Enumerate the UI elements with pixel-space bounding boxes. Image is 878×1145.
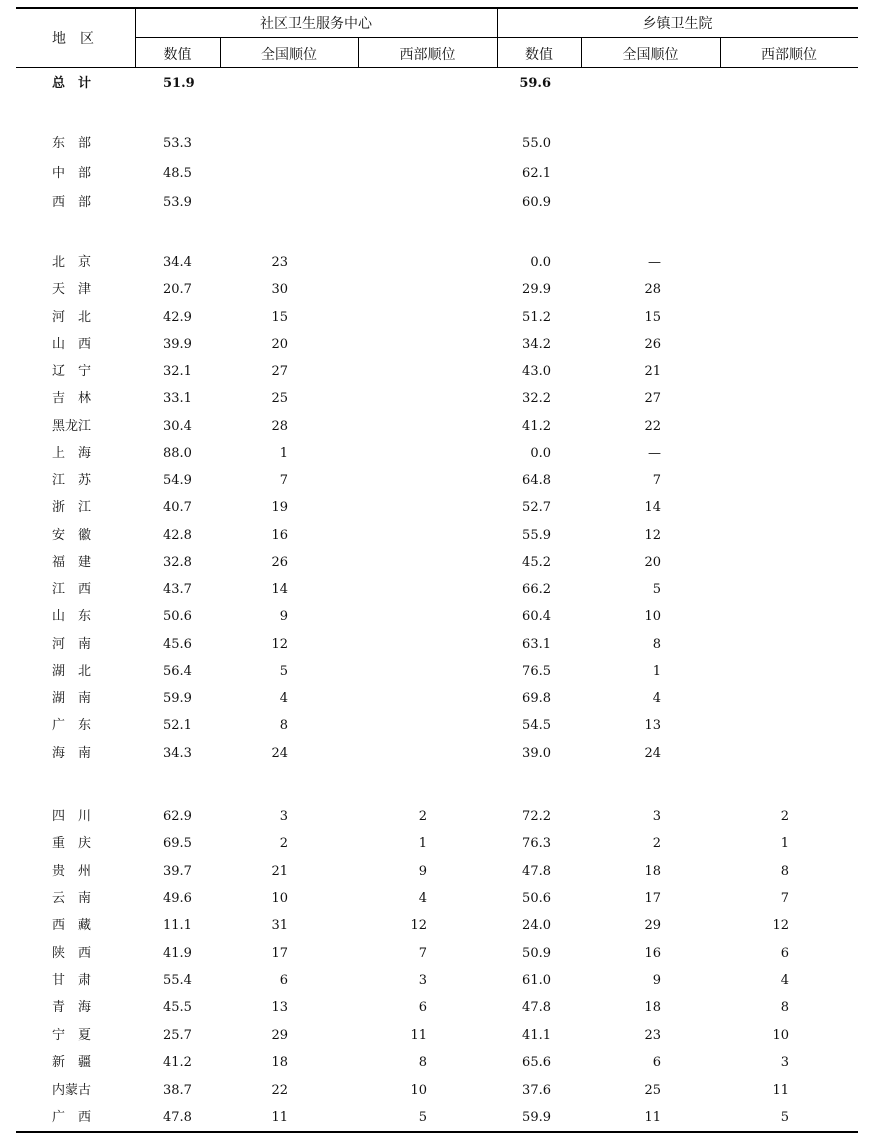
township-value-cell: 72.2 [522,809,551,824]
community-national-rank-cell: 11 [271,1109,288,1125]
community-western-rank-cell: 3 [418,973,427,989]
township-value-cell: 37.6 [522,1082,551,1098]
region-cell: 北 京 [52,255,92,270]
township-value-cell: 24.0 [522,918,551,934]
community-western-rank-cell: 9 [418,863,427,879]
township-value-cell: 39.0 [522,745,551,761]
township-value-cell: 76.5 [522,663,551,679]
community-value-cell: 30.4 [163,418,192,434]
community-national-rank-cell: 20 [271,336,288,352]
township-value-cell: 32.2 [522,391,551,407]
township-value-cell: 54.5 [522,718,551,734]
region-cell: 山 西 [52,336,92,352]
community-value-cell: 42.9 [163,309,192,325]
township-national-rank-cell: 4 [652,691,661,706]
township-national-rank-cell: 18 [644,1000,661,1016]
region-cell: 海 南 [52,745,92,761]
township-value-cell: 66.2 [522,582,551,597]
community-value-cell: 52.1 [163,718,192,734]
community-western-rank-cell: 8 [418,1055,427,1071]
township-national-rank-cell: 22 [644,418,661,434]
header-group-community: 社区卫生服务中心 [260,16,372,32]
township-western-rank-cell: 6 [780,945,789,961]
community-national-rank-cell: 1 [279,445,288,461]
region-cell: 吉 林 [52,391,92,407]
community-national-rank-cell: 15 [271,309,288,325]
community-western-rank-cell: 2 [418,809,427,824]
community-value-cell: 56.4 [163,663,192,679]
township-national-rank-cell: 7 [652,473,661,488]
community-national-rank-cell: 14 [271,582,288,597]
township-value-cell: 51.2 [522,309,551,325]
township-national-rank-cell: 10 [644,609,661,625]
community-western-rank-cell: 7 [418,945,427,961]
community-national-rank-cell: 27 [271,364,288,379]
township-western-rank-cell: 10 [772,1027,789,1043]
township-value-cell: 61.0 [522,973,551,989]
community-value-cell: 53.9 [163,195,192,211]
community-national-rank-cell: 16 [271,527,288,543]
community-western-rank-cell: 4 [418,891,427,907]
region-cell: 中 部 [52,165,92,181]
community-national-rank-cell: 26 [271,554,288,570]
township-national-rank-cell: 27 [644,391,661,407]
community-value-cell: 32.1 [163,364,192,379]
township-national-rank-cell: 1 [652,663,661,679]
region-cell: 西 藏 [52,918,92,934]
region-cell: 山 东 [52,609,92,625]
community-national-rank-cell: 6 [279,973,288,989]
township-value-cell: 60.4 [522,609,551,625]
region-cell: 黑龙江 [52,418,92,434]
community-value-cell: 40.7 [163,500,192,516]
community-national-rank-cell: 22 [271,1082,288,1098]
township-national-rank-cell: 29 [644,918,661,934]
community-western-rank-cell: 11 [410,1027,427,1043]
region-cell: 广 西 [52,1109,92,1125]
community-value-cell: 54.9 [163,473,192,488]
community-western-rank-cell: 6 [418,1000,427,1016]
region-cell: 新 疆 [52,1055,92,1071]
region-cell: 总 计 [52,76,92,91]
township-value-cell: 50.6 [522,891,551,907]
region-cell: 西 部 [52,195,92,211]
community-value-cell: 43.7 [163,582,192,597]
township-national-rank-cell: 6 [652,1055,661,1071]
township-national-rank-cell: 14 [644,500,661,516]
region-cell: 东 部 [52,136,92,151]
community-western-rank-cell: 5 [418,1109,427,1125]
community-value-cell: 45.6 [163,636,192,652]
township-national-rank-cell: 8 [652,636,661,652]
township-national-rank-cell: 26 [644,336,661,352]
township-western-rank-cell: 11 [772,1082,789,1098]
community-national-rank-cell: 3 [279,809,288,824]
community-national-rank-cell: 4 [279,691,288,706]
community-value-cell: 59.9 [163,691,192,706]
community-national-rank-cell: 2 [279,836,288,852]
township-value-cell: 0.0 [530,445,551,461]
region-cell: 宁 夏 [52,1027,92,1043]
community-national-rank-cell: 9 [279,609,288,625]
township-value-cell: 76.3 [522,836,551,852]
header-bottom-rule [16,67,858,68]
township-value-cell: 43.0 [522,364,551,379]
community-national-rank-cell: 13 [271,1000,288,1016]
township-national-rank-cell: — [648,255,661,270]
community-value-cell: 25.7 [163,1027,192,1043]
header-township-western-rank: 西部顺位 [761,47,817,63]
community-value-cell: 69.5 [163,836,192,852]
community-value-cell: 42.8 [163,527,192,543]
township-value-cell: 69.8 [522,691,551,706]
township-western-rank-cell: 7 [780,891,789,907]
township-value-cell: 47.8 [522,863,551,879]
township-value-cell: 59.6 [519,76,551,91]
header-community-national-rank: 全国顺位 [261,47,317,63]
community-national-rank-cell: 24 [271,745,288,761]
community-national-rank-cell: 21 [271,863,288,879]
community-value-cell: 50.6 [163,609,192,625]
township-western-rank-cell: 2 [780,809,789,824]
township-national-rank-cell: 2 [652,836,661,852]
township-value-cell: 63.1 [522,636,551,652]
region-cell: 广 东 [52,718,92,734]
region-cell: 青 海 [52,1000,92,1016]
township-national-rank-cell: 18 [644,863,661,879]
township-value-cell: 60.9 [522,195,551,211]
community-national-rank-cell: 17 [271,945,288,961]
community-national-rank-cell: 25 [271,391,288,407]
township-national-rank-cell: 21 [644,364,661,379]
community-national-rank-cell: 28 [271,418,288,434]
township-national-rank-cell: 9 [652,973,661,989]
township-western-rank-cell: 3 [780,1055,789,1071]
region-cell: 河 北 [52,309,92,325]
community-national-rank-cell: 23 [271,255,288,270]
township-value-cell: 41.1 [522,1027,551,1043]
region-cell: 甘 肃 [52,973,92,989]
header-township-value: 数值 [525,47,553,63]
community-national-rank-cell: 29 [271,1027,288,1043]
region-cell: 云 南 [52,891,92,907]
region-cell: 江 苏 [52,473,92,488]
community-value-cell: 41.9 [163,945,192,961]
community-value-cell: 53.3 [163,136,192,151]
township-value-cell: 29.9 [522,282,551,298]
township-national-rank-cell: 5 [652,582,661,597]
township-national-rank-cell: 24 [644,745,661,761]
township-value-cell: 62.1 [522,165,551,181]
township-western-rank-cell: 8 [780,863,789,879]
community-western-rank-cell: 10 [410,1082,427,1098]
region-cell: 河 南 [52,636,92,652]
top-rule [16,7,858,9]
community-value-cell: 49.6 [163,891,192,907]
region-cell: 江 西 [52,582,92,597]
community-value-cell: 39.7 [163,863,192,879]
township-national-rank-cell: 12 [644,527,661,543]
community-national-rank-cell: 30 [271,282,288,298]
header-township-national-rank: 全国顺位 [622,47,679,63]
community-value-cell: 51.9 [163,76,195,91]
township-western-rank-cell: 4 [780,973,789,989]
township-value-cell: 47.8 [522,1000,551,1016]
community-value-cell: 32.8 [163,554,192,570]
township-national-rank-cell: 20 [644,554,661,570]
region-cell: 贵 州 [52,863,92,879]
township-national-rank-cell: 15 [644,309,661,325]
township-national-rank-cell: 17 [644,891,661,907]
region-cell: 重 庆 [52,836,92,852]
header-community-value: 数值 [163,47,192,63]
region-cell: 湖 北 [52,663,92,679]
township-value-cell: 55.0 [522,136,551,151]
community-value-cell: 34.4 [163,255,192,270]
header-community-western-rank: 西部顺位 [399,47,456,63]
region-cell: 辽 宁 [52,364,92,379]
community-value-cell: 38.7 [163,1082,192,1098]
township-national-rank-cell: 3 [652,809,661,824]
community-value-cell: 20.7 [163,282,192,298]
region-cell: 内蒙古 [52,1082,92,1098]
township-national-rank-cell: 11 [644,1109,661,1125]
community-value-cell: 48.5 [163,165,192,181]
township-national-rank-cell: — [648,445,661,461]
region-cell: 天 津 [52,282,92,298]
township-value-cell: 55.9 [522,527,551,543]
community-western-rank-cell: 1 [418,836,427,852]
township-value-cell: 34.2 [522,336,551,352]
township-national-rank-cell: 13 [644,718,661,734]
township-national-rank-cell: 25 [644,1082,661,1098]
header-group-township: 乡镇卫生院 [642,16,713,32]
header-region: 地 区 [52,31,94,47]
region-cell: 湖 南 [52,691,92,706]
community-national-rank-cell: 19 [271,500,288,516]
township-national-rank-cell: 23 [644,1027,661,1043]
region-cell: 安 徽 [52,527,92,543]
community-value-cell: 33.1 [163,391,192,407]
community-western-rank-cell: 12 [410,918,427,934]
community-value-cell: 47.8 [163,1109,192,1125]
community-national-rank-cell: 10 [271,891,288,907]
community-value-cell: 34.3 [163,745,192,761]
community-value-cell: 45.5 [163,1000,192,1016]
township-national-rank-cell: 16 [644,945,661,961]
township-western-rank-cell: 5 [780,1109,789,1125]
region-cell: 四 川 [52,809,92,824]
township-national-rank-cell: 28 [644,282,661,298]
township-value-cell: 59.9 [522,1109,551,1125]
community-value-cell: 39.9 [163,336,192,352]
township-western-rank-cell: 12 [772,918,789,934]
community-value-cell: 41.2 [163,1055,192,1071]
township-western-rank-cell: 1 [780,836,789,852]
township-value-cell: 41.2 [522,418,551,434]
region-cell: 福 建 [52,554,92,570]
township-value-cell: 50.9 [522,945,551,961]
community-value-cell: 11.1 [163,918,192,934]
community-national-rank-cell: 7 [279,473,288,488]
community-national-rank-cell: 8 [279,718,288,734]
bottom-rule [16,1131,858,1133]
township-western-rank-cell: 8 [780,1000,789,1016]
township-value-cell: 52.7 [522,500,551,516]
community-national-rank-cell: 31 [271,918,288,934]
township-value-cell: 0.0 [530,255,551,270]
region-cell: 陕 西 [52,945,92,961]
township-value-cell: 45.2 [522,554,551,570]
region-cell: 上 海 [52,445,92,461]
community-national-rank-cell: 12 [271,636,288,652]
township-value-cell: 65.6 [522,1055,551,1071]
community-national-rank-cell: 5 [279,663,288,679]
community-national-rank-cell: 18 [271,1055,288,1071]
community-value-cell: 88.0 [163,445,192,461]
community-value-cell: 55.4 [163,973,192,989]
region-cell: 浙 江 [52,500,92,516]
community-value-cell: 62.9 [163,809,192,824]
township-value-cell: 64.8 [522,473,551,488]
